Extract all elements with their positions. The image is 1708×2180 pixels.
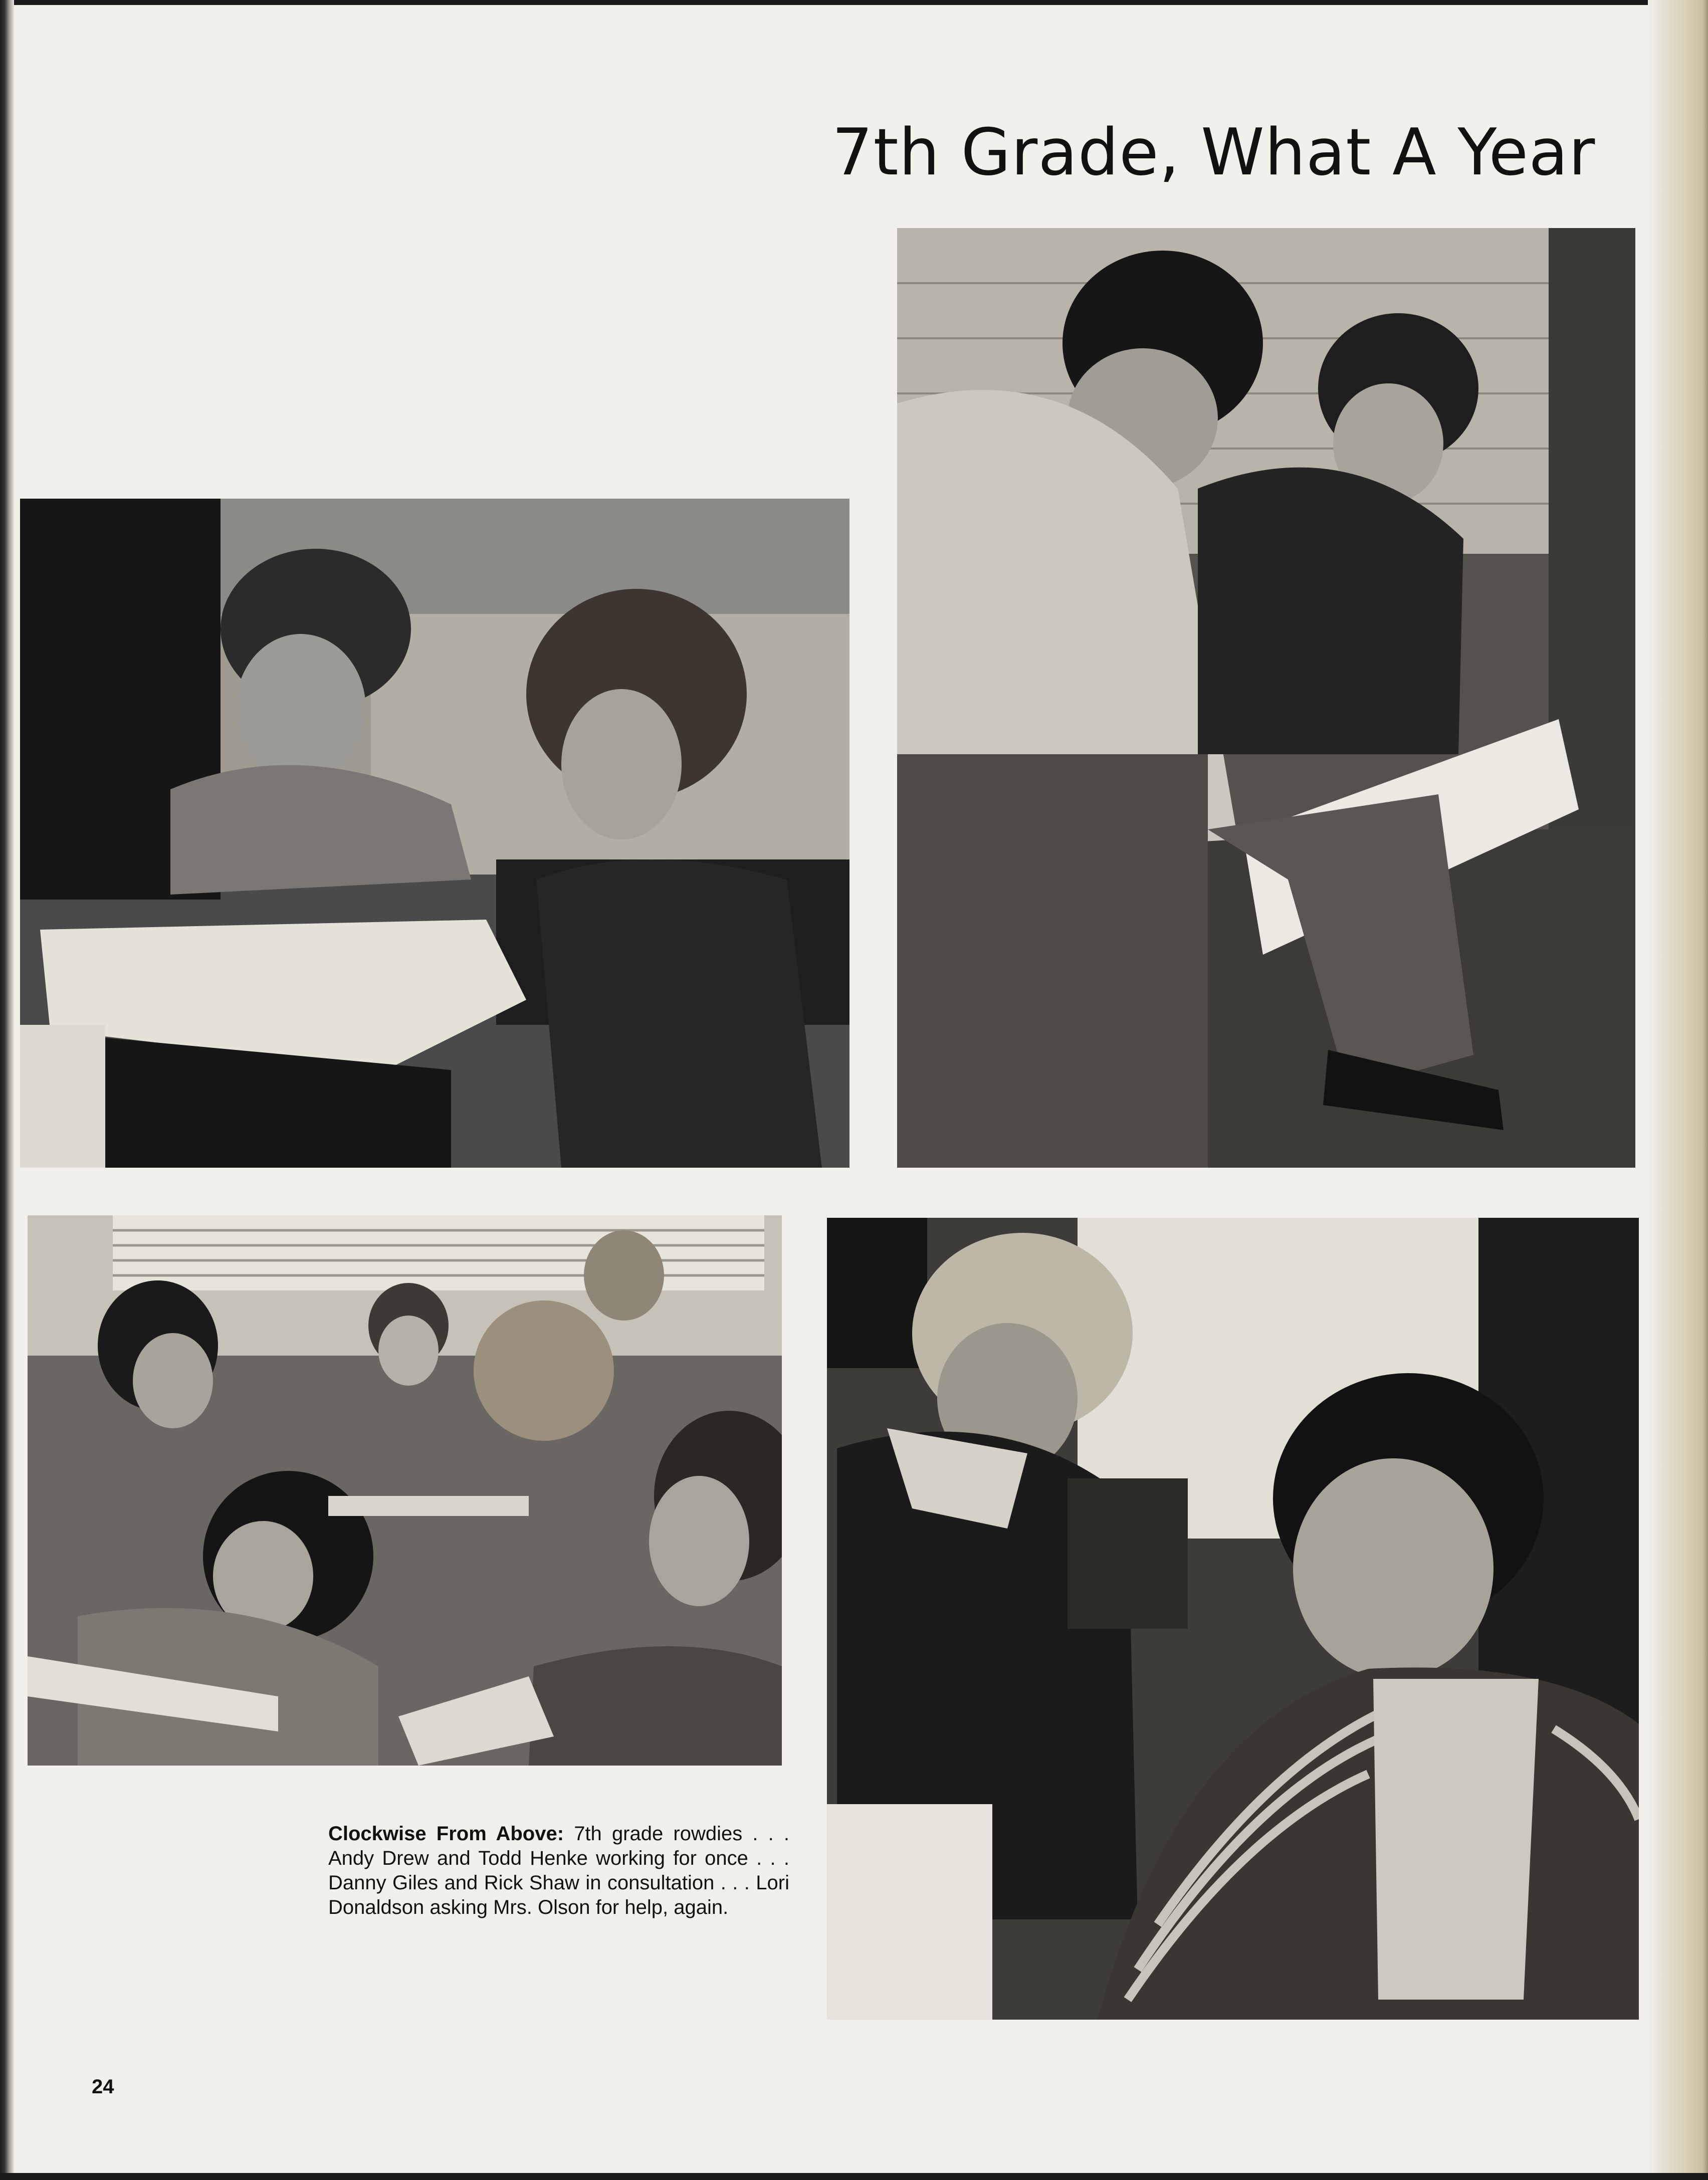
photo-two-boys-at-desks (20, 499, 849, 1168)
page-binding-edge (0, 0, 14, 2180)
photo-student-and-teacher (827, 1218, 1639, 2020)
photo-two-boys-reading-paper (897, 228, 1635, 1168)
caption-text: 7th grade rowdies . . . Andy Drew and Todd Henke working for once . . . Danny Giles and Rick Shaw in consultation . . . Lori Donaldson asking Mrs. Olson for help, again. (328, 1823, 790, 1918)
page-edge-top (0, 0, 1708, 5)
photo-classroom-girls (28, 1215, 782, 1766)
page-number: 24 (92, 2076, 114, 2098)
caption-lead: Clockwise From Above: (328, 1823, 564, 1845)
page-edge-bottom (0, 2173, 1708, 2180)
page-title: 7th Grade, What A Year (832, 115, 1596, 190)
page-edge-right (1648, 0, 1708, 2180)
photo-caption (328, 1822, 789, 1920)
